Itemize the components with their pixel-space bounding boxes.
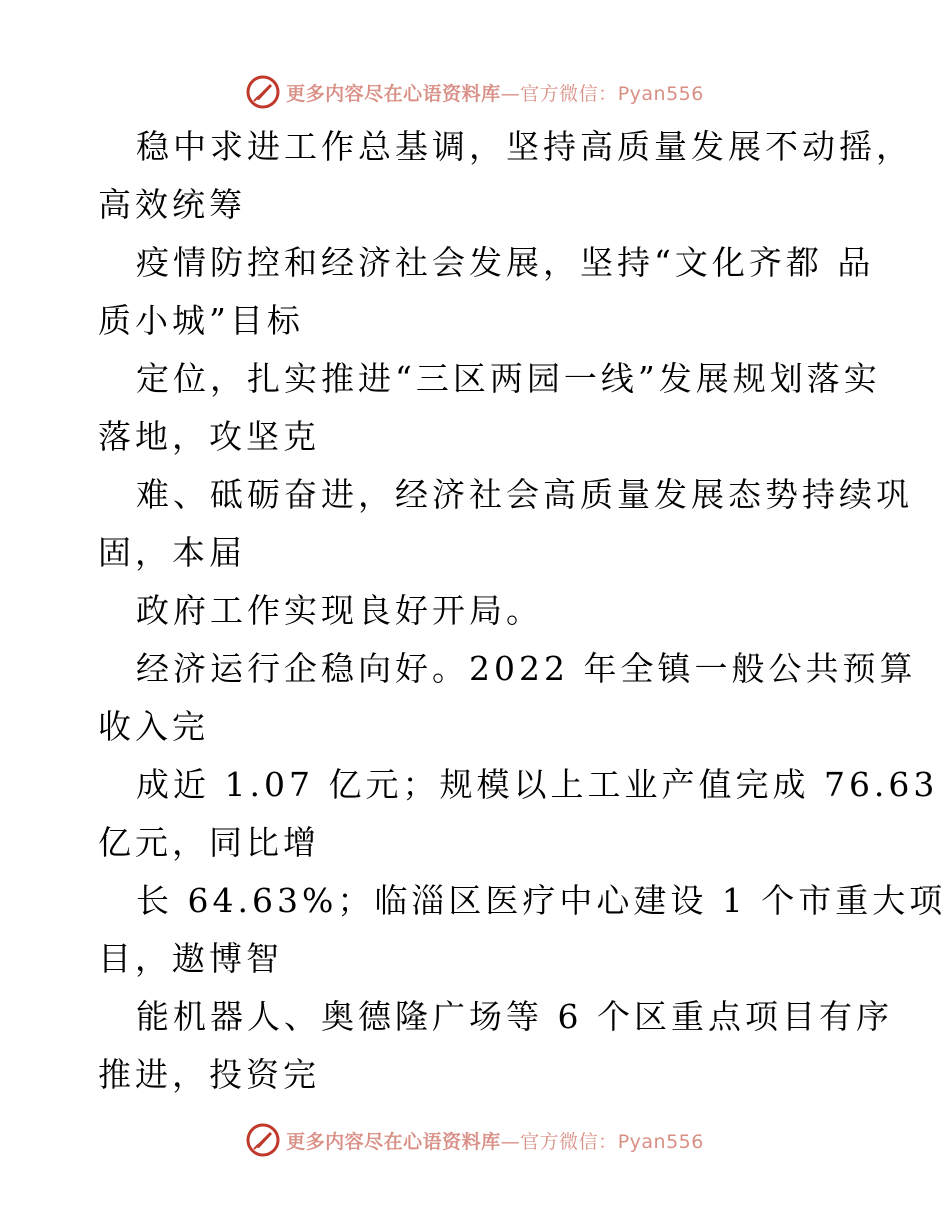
body-line: 疫情防控和经济社会发展，坚持“文化齐都 品	[136, 243, 875, 282]
body-line: 收入完	[98, 707, 209, 746]
footer-watermark	[0, 1120, 950, 1160]
watermark-account: Pyan556	[617, 82, 704, 105]
watermark-text	[286, 79, 704, 106]
watermark-label: 官方微信：	[520, 1130, 618, 1153]
body-line: 亿元，同比增	[98, 823, 320, 862]
body-line: 固，本届	[98, 533, 246, 572]
body-line: 能机器人、奥德隆广场等 6 个区重点项目有序	[136, 997, 893, 1036]
body-line: 成近 1.07 亿元；规模以上工业产值完成 76.63	[136, 765, 939, 804]
body-line: 长 64.63%；临淄区医疗中心建设 1 个市重大项	[136, 881, 947, 920]
watermark-text	[286, 1127, 704, 1154]
watermark-brand: 更多内容尽在心语资料库	[286, 1130, 501, 1153]
body-line: 质小城”目标	[98, 301, 304, 340]
watermark-label: 官方微信：	[520, 82, 618, 105]
document-body	[98, 118, 947, 1104]
feather-logo-icon	[246, 75, 280, 109]
watermark-brand: 更多内容尽在心语资料库	[286, 82, 501, 105]
feather-logo-icon	[246, 1123, 280, 1157]
body-line: 定位，扎实推进“三区两园一线”发展规划落实	[136, 359, 881, 398]
body-line: 稳中求进工作总基调，坚持高质量发展不动摇，	[136, 127, 913, 166]
body-line: 高效统筹	[98, 185, 246, 224]
header-watermark	[0, 72, 950, 112]
body-line: 落地，攻坚克	[98, 417, 320, 456]
watermark-separator: —	[500, 82, 521, 105]
watermark-separator: —	[500, 1130, 521, 1153]
body-line: 目，遨博智	[98, 939, 283, 978]
body-line: 难、砥砺奋进，经济社会高质量发展态势持续巩	[136, 475, 913, 514]
body-line: 政府工作实现良好开局。	[136, 591, 543, 630]
body-line: 推进，投资完	[98, 1055, 320, 1094]
watermark-account: Pyan556	[617, 1130, 704, 1153]
body-line: 经济运行企稳向好。2022 年全镇一般公共预算	[136, 649, 917, 688]
